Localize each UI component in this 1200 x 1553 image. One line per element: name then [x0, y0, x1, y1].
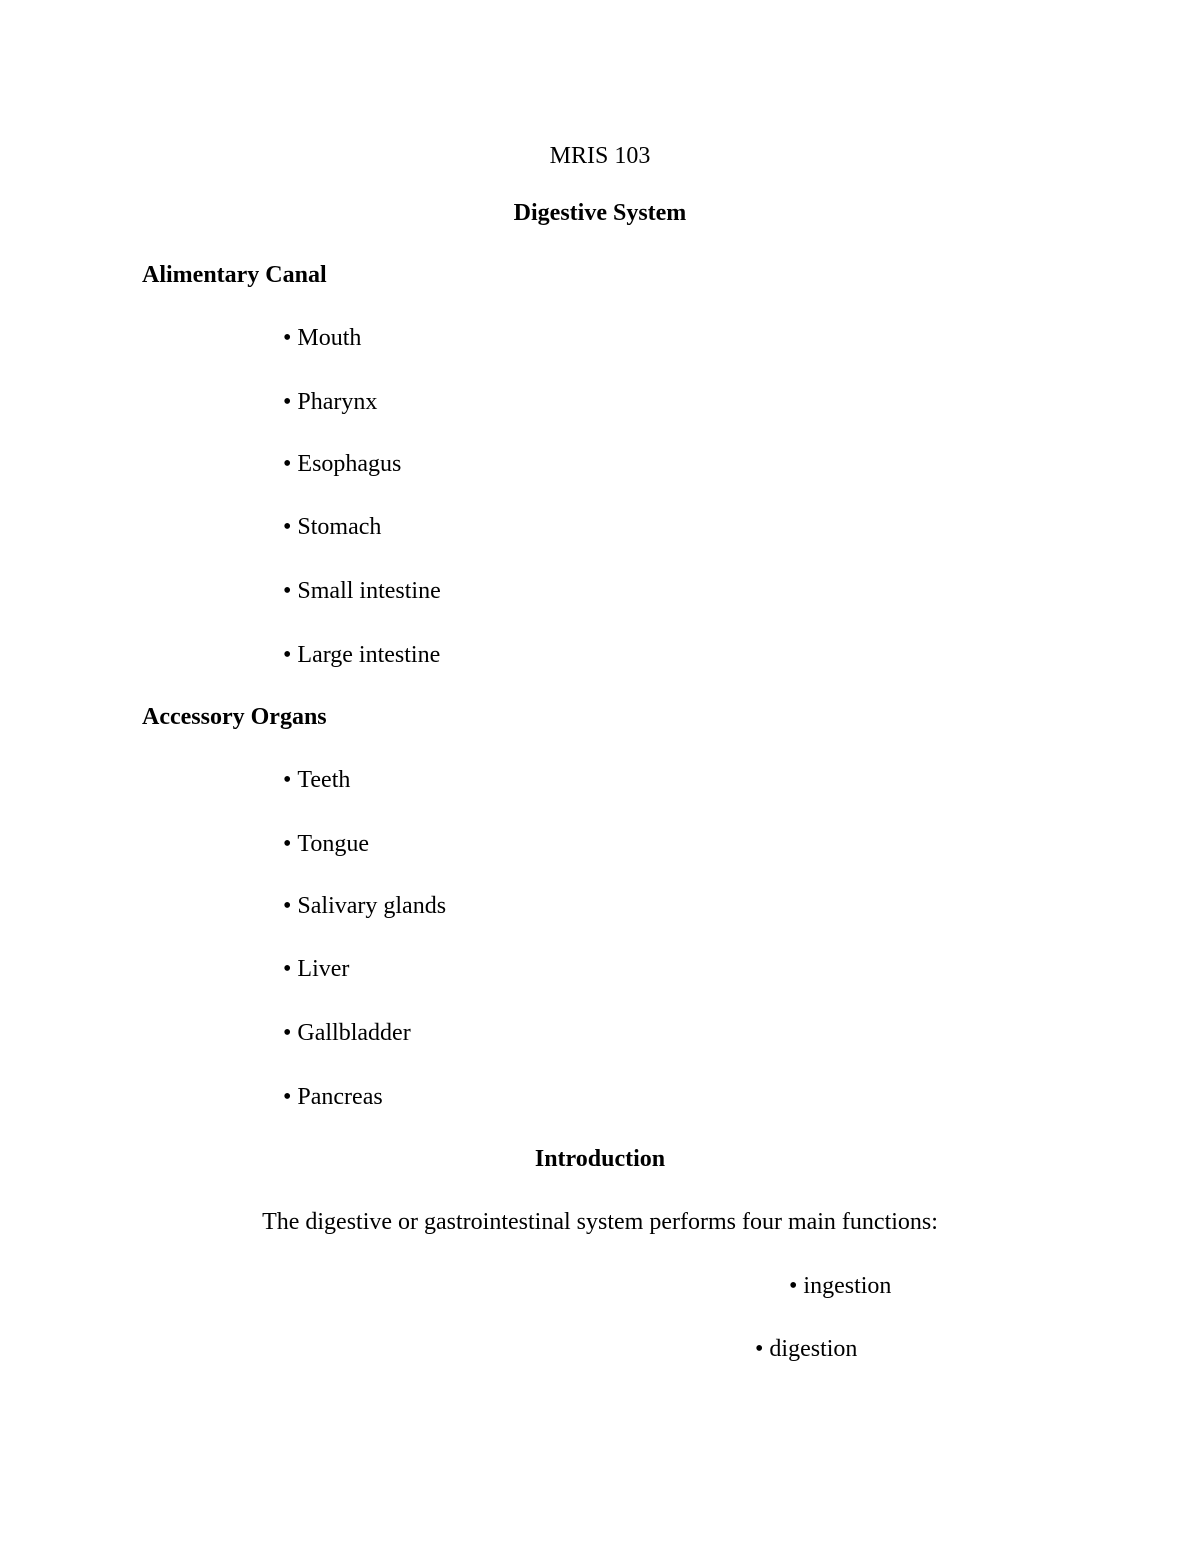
list-item-label: Gallbladder — [297, 1020, 411, 1046]
list-item-label: Liver — [297, 956, 350, 982]
bullet-icon: • — [283, 893, 292, 919]
section-heading-accessory-organs: Accessory Organs — [142, 704, 327, 730]
bullet-icon: • — [283, 451, 292, 477]
list-item-label: Small intestine — [297, 578, 441, 604]
introduction-heading: Introduction — [534, 1146, 666, 1172]
list-item-label: Large intestine — [297, 642, 441, 668]
introduction-text: The digestive or gastrointestinal system performs four main functions: — [262, 1209, 938, 1235]
list-item — [283, 1082, 383, 1112]
course-code: MRIS 103 — [549, 143, 651, 169]
list-item — [283, 323, 361, 353]
list-item — [283, 829, 369, 859]
list-item-label: Pharynx — [297, 389, 378, 415]
bullet-icon: • — [789, 1273, 798, 1299]
bullet-icon: • — [755, 1336, 764, 1362]
bullet-icon: • — [283, 325, 292, 351]
list-item — [283, 512, 381, 542]
list-item-label: Tongue — [297, 831, 370, 857]
bullet-icon: • — [283, 642, 292, 668]
list-item-label: Teeth — [297, 767, 351, 793]
bullet-icon: • — [283, 1020, 292, 1046]
bullet-icon: • — [283, 578, 292, 604]
function-item — [755, 1334, 857, 1364]
list-item-label: Pancreas — [297, 1084, 383, 1110]
list-item — [283, 891, 446, 921]
list-item-label: Mouth — [297, 325, 362, 351]
bullet-icon: • — [283, 1084, 292, 1110]
bullet-icon: • — [283, 514, 292, 540]
list-item — [283, 640, 440, 670]
list-item — [283, 954, 349, 984]
document-title: Digestive System — [513, 200, 687, 226]
list-item — [283, 449, 401, 479]
list-item-label: Stomach — [297, 514, 382, 540]
list-item — [283, 387, 377, 417]
list-item-label: Salivary glands — [297, 893, 447, 919]
function-item-label: ingestion — [803, 1273, 892, 1299]
bullet-icon: • — [283, 767, 292, 793]
list-item — [283, 765, 350, 795]
function-item-label: digestion — [769, 1336, 858, 1362]
list-item-label: Esophagus — [297, 451, 402, 477]
list-item — [283, 576, 441, 606]
bullet-icon: • — [283, 389, 292, 415]
section-heading-alimentary-canal: Alimentary Canal — [142, 262, 327, 288]
list-item — [283, 1018, 411, 1048]
function-item — [789, 1271, 891, 1301]
bullet-icon: • — [283, 956, 292, 982]
bullet-icon: • — [283, 831, 292, 857]
